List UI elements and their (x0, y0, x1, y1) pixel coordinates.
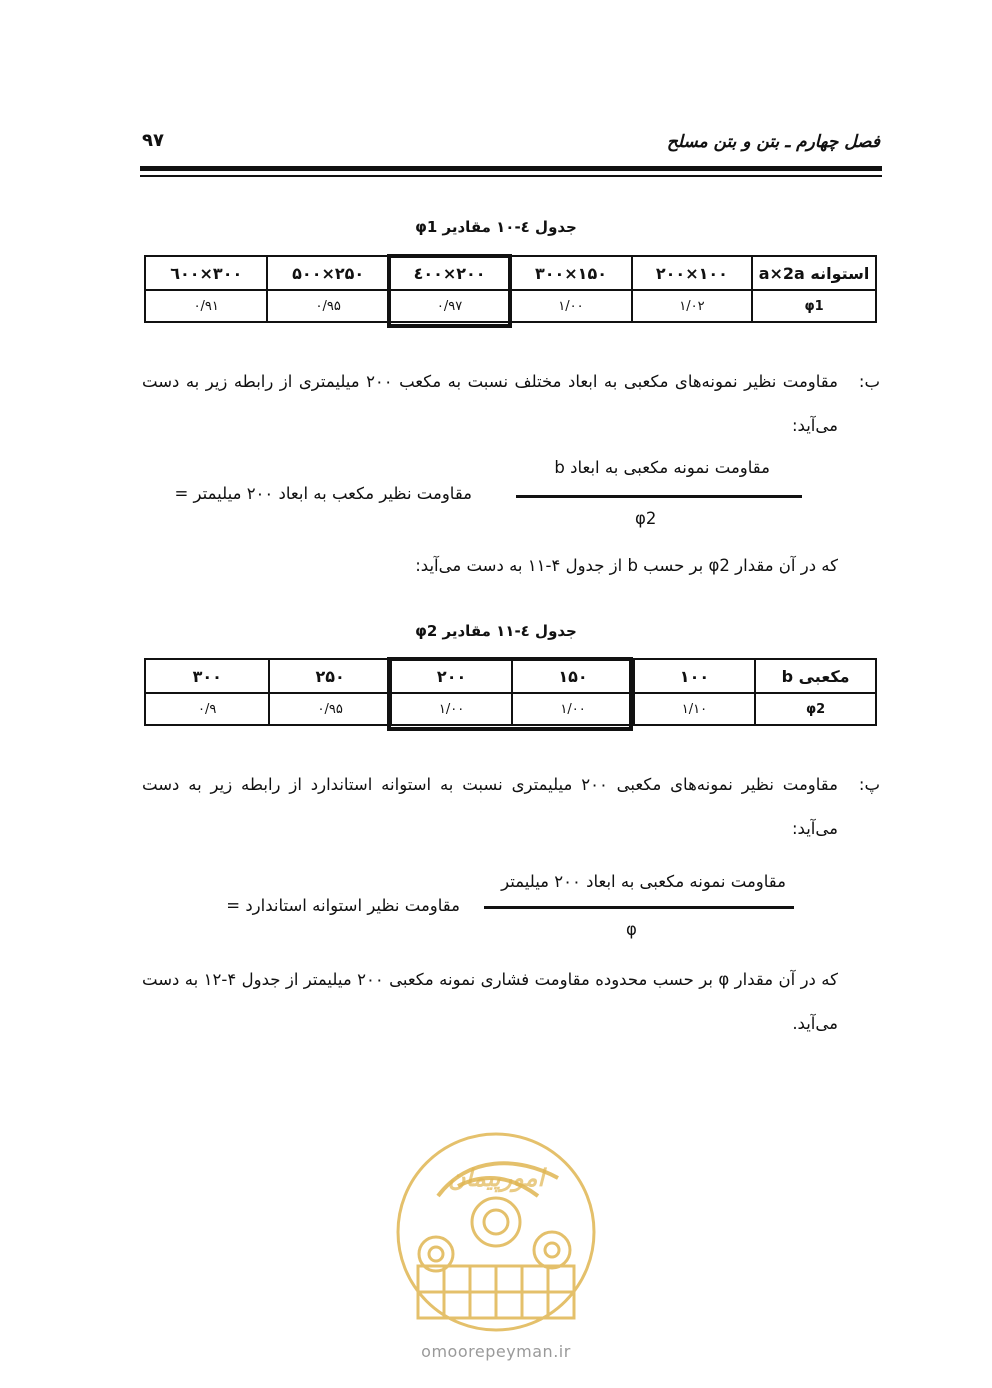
table2-value-cell: ۱/۰۰ (391, 693, 512, 725)
table2 (144, 658, 877, 726)
watermark-logo-text: امورپیمان (447, 1163, 545, 1192)
table1-value-cell: ۰/۹۱ (145, 290, 267, 322)
section-b-after-text: که در آن مقدار φ2 بر حسب b از جدول ۴-۱۱ به دست می‌آید: (415, 556, 838, 575)
formula-b-lhs: مقاومت نظیر مکعب به ابعاد ۲۰۰ میلیمتر = (174, 484, 472, 503)
section-p-marker: پ: (858, 775, 880, 794)
table2-value-cell: ۰/۹۵ (269, 693, 390, 725)
header-rule-thick (140, 166, 882, 171)
chapter-title: فصل چهارم ـ بتن و بتن مسلح (666, 132, 880, 152)
table1-header-cell: ۱۵۰×۳۰۰ (510, 256, 631, 290)
table2-value-cell: ۱/۱۰ (634, 693, 755, 725)
table1 (144, 255, 877, 323)
table1-header-cell: استوانه a×2a (752, 256, 876, 290)
table1-header-cell: ۲۰۰×٤۰۰ (389, 256, 510, 290)
watermark-logo (388, 1126, 604, 1338)
table2-header-cell: ۱۵۰ (512, 659, 633, 693)
table1-header-cell: ۱۰۰×۲۰۰ (632, 256, 752, 290)
table2-header-cell: ۱۰۰ (634, 659, 755, 693)
table1-header-row (145, 256, 876, 290)
formula-p-numerator: مقاومت نمونه مکعبی به ابعاد ۲۰۰ میلیمتر (501, 872, 786, 891)
section-b-marker: ب: (858, 372, 880, 391)
formula-b-denominator: φ2 (635, 509, 657, 528)
table2-header-row (145, 659, 876, 693)
formula-p-denominator: φ (626, 920, 637, 939)
table1-value-cell: ۱/۰۲ (632, 290, 752, 322)
section-p-text: مقاومت نظیر نمونه‌های مکعبی ۲۰۰ میلیمتری نسبت به استوانه استاندارد از رابطه زیر به دست می‌آید: (142, 775, 838, 838)
table1-header-cell: ۲۵۰×۵۰۰ (267, 256, 388, 290)
formula-b-numerator: مقاومت نمونه مکعبی به ابعاد b (554, 458, 770, 477)
table1-header-cell: ۳۰۰×٦۰۰ (145, 256, 267, 290)
table2-header-cell: ۲۰۰ (391, 659, 512, 693)
formula-p-lhs: مقاومت نظیر استوانه استاندارد = (226, 896, 460, 915)
formula-b-fraction-line (516, 495, 802, 498)
table1-value-cell: ۰/۹۷ (389, 290, 510, 322)
table2-caption: جدول ٤-١١ مقادیر φ2 (415, 622, 577, 640)
section-b-text: مقاومت نظیر نمونه‌های مکعبی به ابعاد مختلف نسبت به مکعب ۲۰۰ میلیمتری از رابطه زیر به دست می‌آید: (142, 372, 838, 435)
header-rule-thin (140, 175, 882, 177)
table1-value-cell: ۱/۰۰ (510, 290, 631, 322)
table2-value-cell: ۱/۰۰ (512, 693, 633, 725)
section-p-after-text: که در آن مقدار φ بر حسب محدوده مقاومت فشاری نمونه مکعبی ۲۰۰ میلیمتر از جدول ۴-۱۲ به دست می‌آید. (142, 970, 838, 1033)
table2-value-cell: ۰/۹ (145, 693, 269, 725)
table1-value-row (145, 290, 876, 322)
table2-header-cell: ۲۵۰ (269, 659, 390, 693)
table1-caption: جدول ٤-١٠ مقادیر φ1 (415, 218, 577, 236)
watermark-site: omoorepeyman.ir (421, 1342, 571, 1361)
table2-header-cell: ۳۰۰ (145, 659, 269, 693)
table2-value-row (145, 693, 876, 725)
table1-value-cell: ۰/۹۵ (267, 290, 388, 322)
page-number: ۹۷ (142, 130, 164, 151)
table2-value-cell: φ2 (755, 693, 876, 725)
table2-header-cell: مکعبی b (755, 659, 876, 693)
table1-value-cell: φ1 (752, 290, 876, 322)
formula-p-fraction-line (484, 906, 794, 909)
